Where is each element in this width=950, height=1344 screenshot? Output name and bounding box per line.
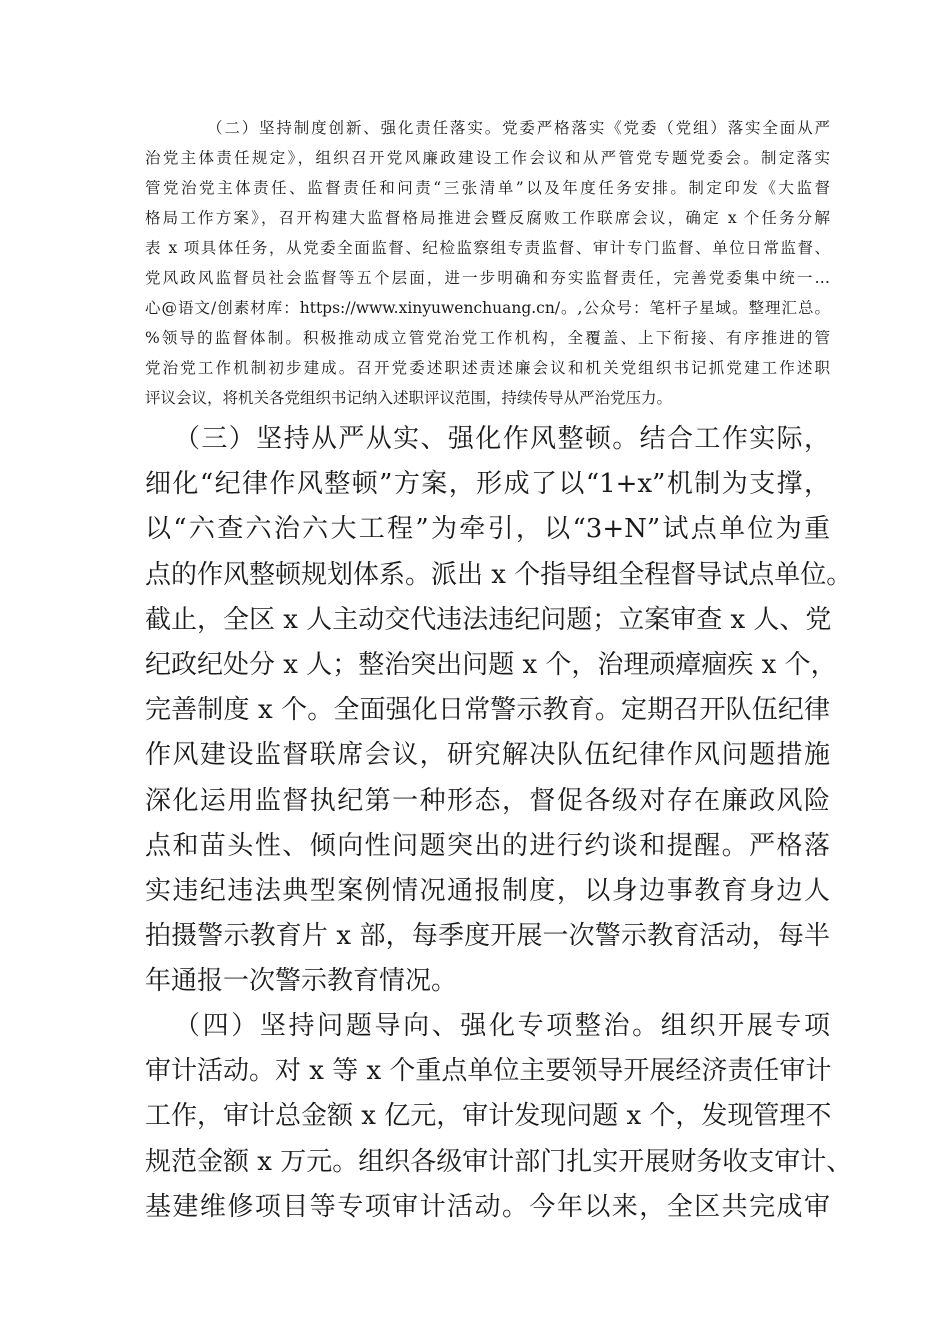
text-line: 年通报一次警示教育情况。 [145, 966, 458, 997]
text-line: 党风政风监督员社会监督等五个层面，进一步明确和夯实监督责任，完善党委集中统一… [145, 269, 830, 287]
text-line: 截止，全区 x 人主动交代违法违纪问题；立案审查 x 人、党 [145, 604, 832, 635]
text-line: 作风建设监督联席会议，研究解决队伍纪律作风问题措施 [145, 740, 830, 771]
text-line: 工作，审计总金额 x 亿元，审计发现问题 x 个，发现管理不 [145, 1101, 832, 1132]
text-line: 点的作风整顿规划体系。派出 x 个指导组全程督导试点单位。 [145, 559, 853, 590]
text-line: 格局工作方案》，召开构建大监督格局推进会暨反腐败工作联席会议，确定 x 个任务分解 [145, 209, 830, 227]
text-line: （三）坚持从严从实、强化作风整顿。结合工作实际， [174, 424, 830, 454]
text-line: 以“六查六治六大工程”为牵引，以“3+N”试点单位为重 [145, 514, 830, 545]
text-line: 治党主体责任规定》，组织召开党风廉政建设工作会议和从严管党专题党委会。制定落实 [145, 149, 830, 167]
text-line: （四）坚持问题导向、强化专项整治。组织开展专项 [174, 1011, 830, 1041]
text-line: 完善制度 x 个。全面强化日常警示教育。定期召开队伍纪律 [145, 695, 830, 726]
text-line: 拍摄警示教育片 x 部，每季度开展一次警示教育活动，每半 [145, 921, 830, 952]
text-line: 实违纪违法典型案例情况通报制度，以身边事教育身边人 [145, 875, 830, 906]
section-2-paragraph [145, 113, 830, 413]
text-line: 管党治党主体责任、监督责任和问责“三张清单”以及年度任务安排。制定印发《大监督 [145, 179, 830, 197]
text-line: 纪政纪处分 x 人；整治突出问题 x 个，治理顽瘴痼疾 x 个， [145, 649, 837, 680]
text-line: 点和苗头性、倾向性问题突出的进行约谈和提醒。严格落 [145, 830, 830, 861]
section-4-paragraph [145, 1004, 853, 1230]
text-line: 表 x 项具体任务，从党委全面监督、纪检监察组专责监督、审计专门监督、单位日常监督、 [145, 239, 830, 257]
text-line: 评议会议，将机关各党组织书记纳入述职评议范围，持续传导从严治党压力。 [145, 389, 673, 407]
text-line: 细化“纪律作风整顿”方案，形成了以“1+x”机制为支撑， [145, 469, 830, 500]
text-line: 审计活动。对 x 等 x 个重点单位主要领导开展经济责任审计 [145, 1056, 832, 1087]
text-line: 心@语文/创素材库：https://www.xinyuwenchuang.cn/。,公众号：笔杆子星域。整理汇总。 [145, 299, 830, 317]
text-line: （二）坚持制度创新、强化责任落实。党委严格落实《党委（党组）落实全面从严 [207, 119, 830, 137]
text-line: 深化运用监督执纪第一种形态，督促各级对存在廉政风险 [145, 785, 830, 816]
text-line: 基建维修项目等专项审计活动。今年以来，全区共完成审 [145, 1191, 830, 1222]
text-line: 党治党工作机制初步建成。召开党委述职述责述廉会议和机关党组织书记抓党建工作述职 [145, 359, 830, 377]
text-line: 规范金额 x 万元。组织各级审计部门扎实开展财务收支审计、 [145, 1146, 853, 1177]
text-line: %领导的监督体制。积极推动成立管党治党工作机构，全覆盖、上下衔接、有序推进的管 [145, 329, 830, 347]
section-3-paragraph [145, 417, 853, 1004]
